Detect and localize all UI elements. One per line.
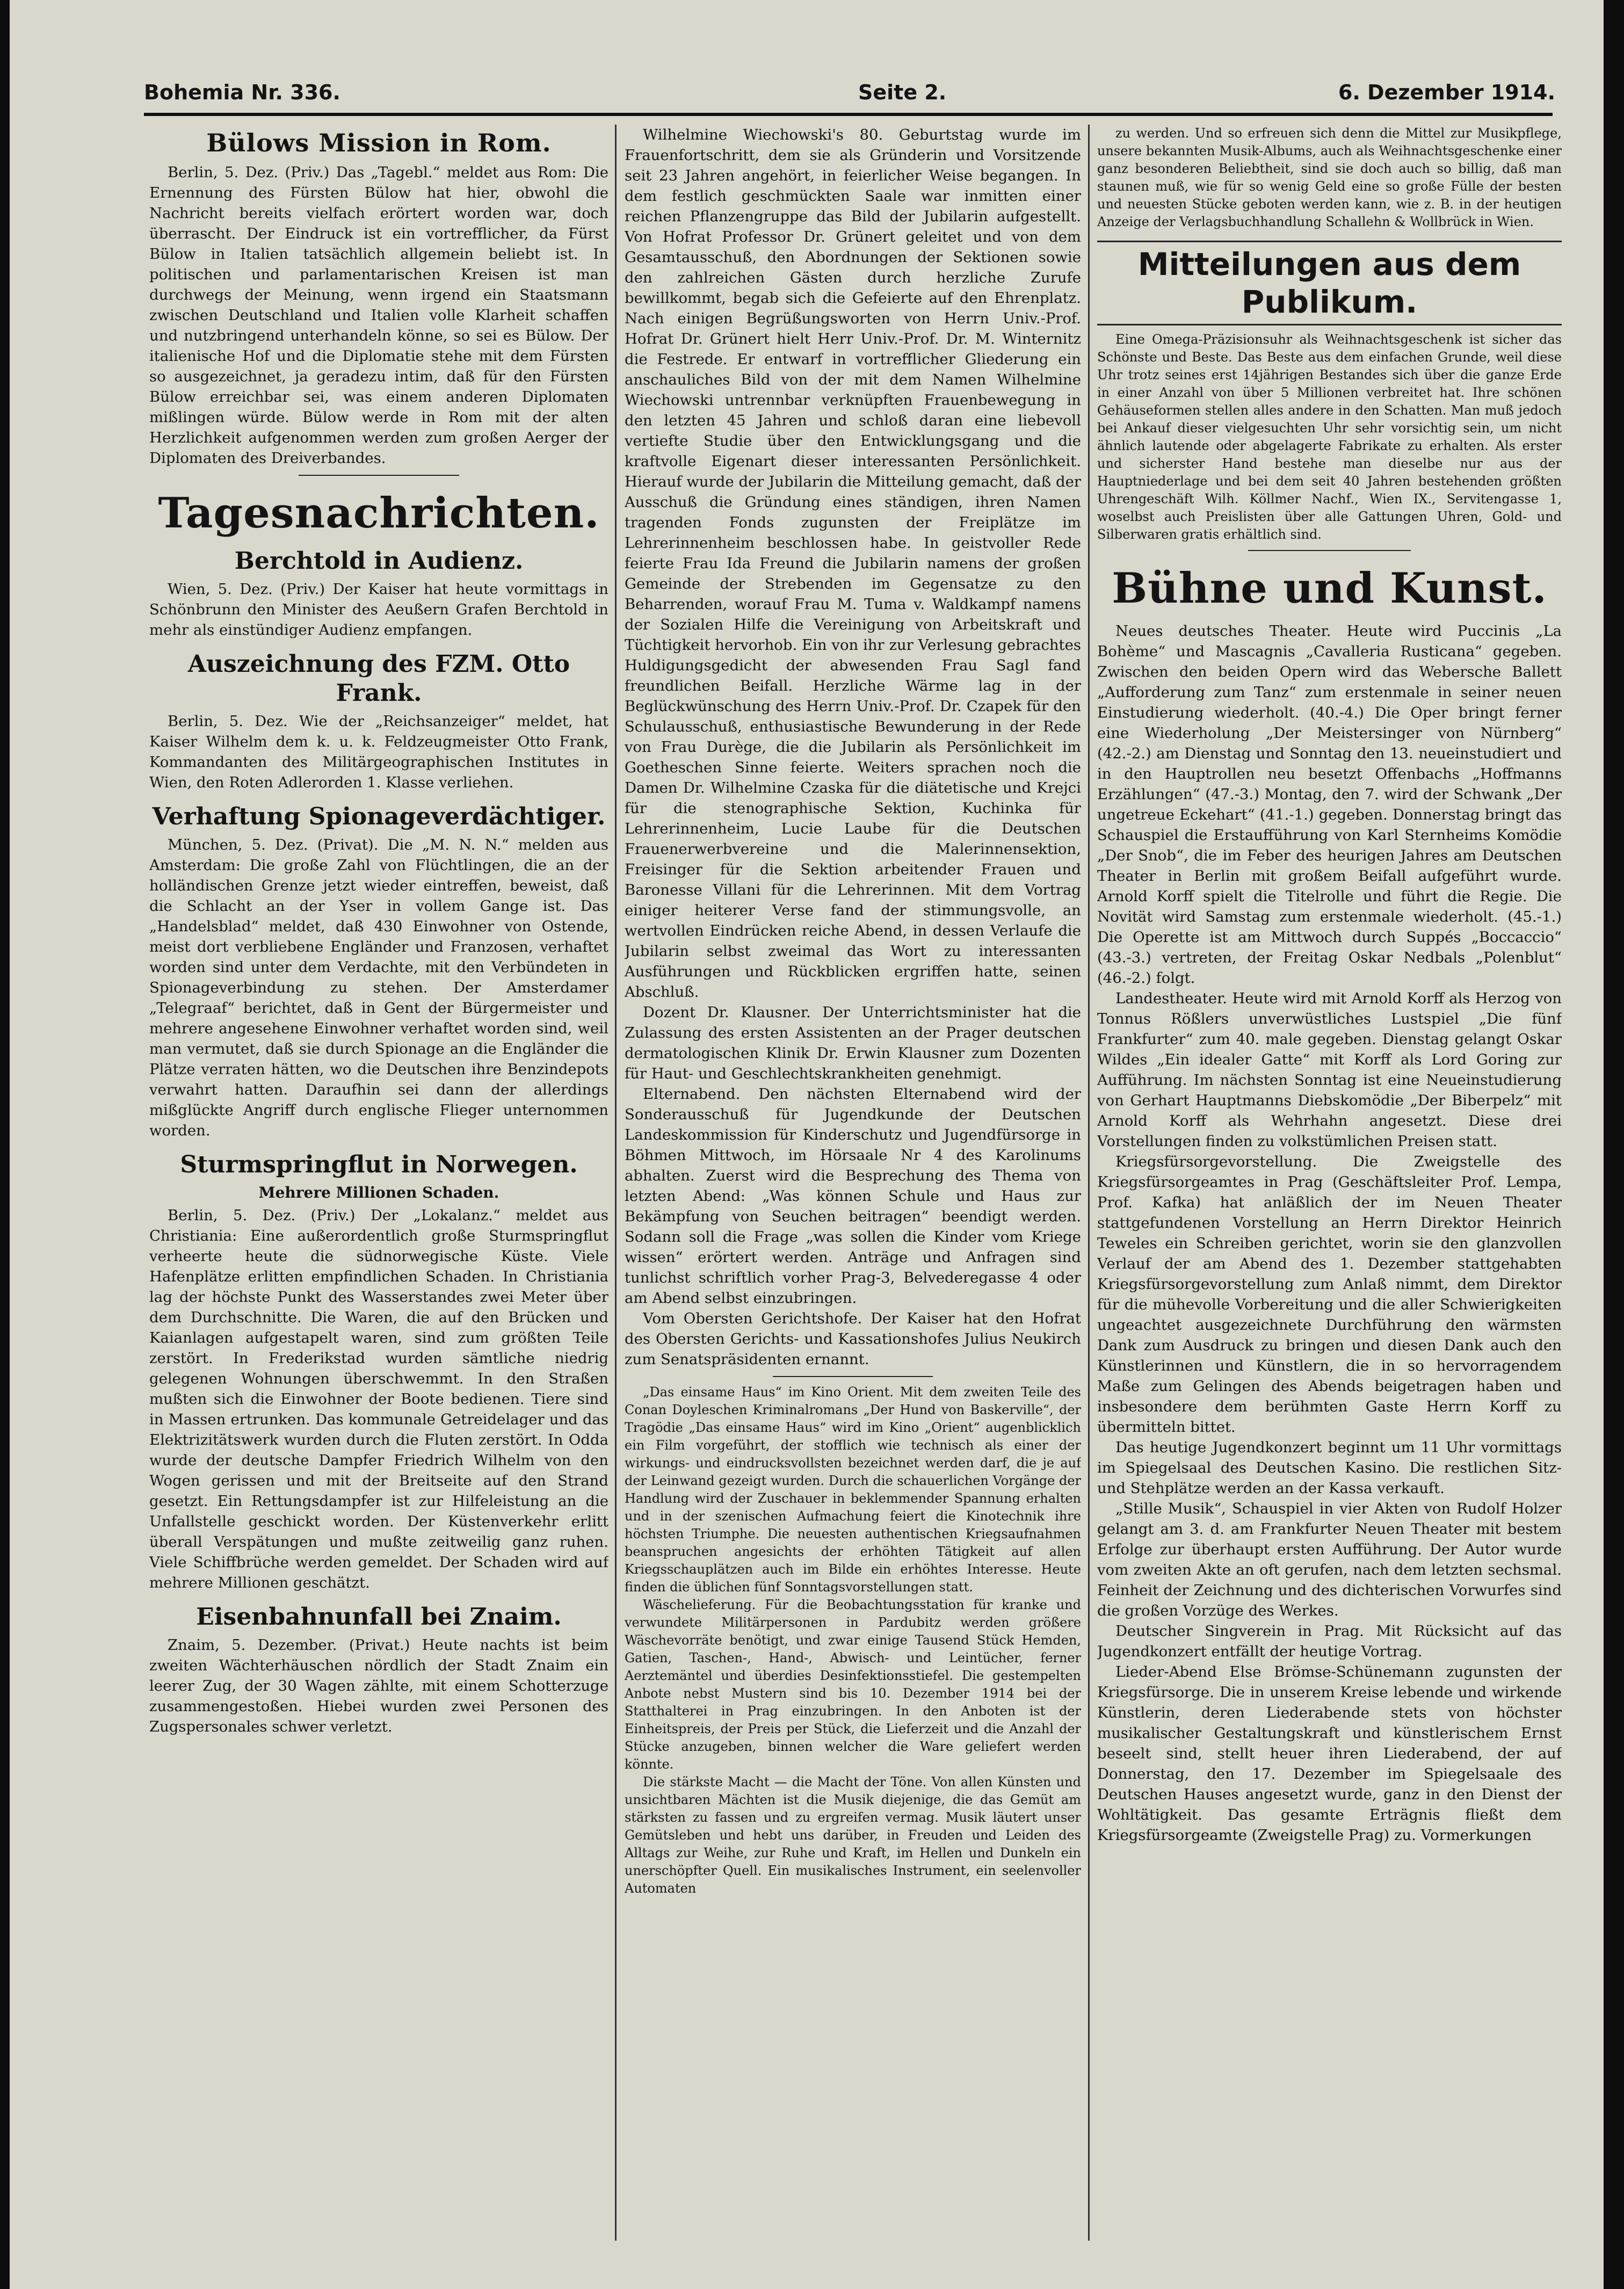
headline-berchtold: Berchtold in Audienz.: [234, 547, 524, 575]
article-liederabend: Lieder-Abend Else Brömse-Schünemann zugunsten der Kriegsfürsorge. Die in unserem Kreise lebende und wirkende Künstlerin, deren Liederabende stets von höchster musikalischer Gestaltungskraft und künstlerischem Ernst beseelt sind, stellt heuer ihren Liederabend, der auf Donnerstag, den 17. Dezember im Spiegelsaale des Deutschen Hauses angesetzt wurde, ganz in den Dienst der Wohltätigkeit. Das gesamte Erträgnis fließt dem Kriegsfürsorgeamte (Zweigstelle Prag) zu. Vormerkungen: [1097, 1663, 1562, 1844]
small-print-top: [1097, 125, 1562, 231]
headline-spionage: Verhaftung Spionageverdächtiger.: [152, 803, 606, 830]
section-title-buehne: Bühne und Kunst.: [1112, 564, 1547, 613]
article-spionage: München, 5. Dez. (Privat). Die „M. N. N.“ melden aus Amsterdam: Die große Zahl von Flüchtlingen, die an der holländischen Grenze jetzt wieder eintreffen, beweist, daß die Schlacht an der Yser in vollem Gange ist. Das „Handelsblad“ meldet, daß 430 Einwohner von Ostende, meist dort verbliebene Engländer und Franzosen, verhaftet worden sind unter dem Verdachte, mit den Verbündeten in Spionageverbindung zu stehen. Der Amsterdamer „Telegraaf“ berichtet, daß in Gent der Bürgermeister und mehrere angesehene Einwohner verhaftet worden sind, weil man vermutet, daß sie durch Spionage an die Engländer die Plätze verraten hätten, wo die Deutschen ihre Benzindepots verwahrt hatten. Daraufhin sei dann der allerdings mißglückte Angriff durch englische Flieger unternommen worden.: [149, 836, 608, 1139]
subheadline-sturmflut: Mehrere Millionen Schaden.: [258, 1184, 499, 1201]
article-musik-cont: zu werden. Und so erfreuen sich denn die Mittel zur Musikpflege, unsere bekannten Musik-Albums, auch als Weihnachtsgeschenke einer ganz besonderen Beliebtheit, sind sie doch auch so billig, daß man staunen muß, wie für so wenig Geld eine so große Fülle der besten und neuesten Stücke geboten werden kann, wie z. B. in der heutigen Anzeige der Verlagsbuchhandlung Schallehn & Wollbrück in Wien.: [1097, 126, 1562, 229]
article-kriegsfuersorge: Kriegsfürsorgevorstellung. Die Zweigstelle des Kriegsfürsorgeamtes in Prag (Geschäftsleiter Prof. Lempa, Prof. Kafka) hat anläßlich der im Neuen Theater stattgefundenen Vorstellung an Herrn Direktor Heinrich Teweles ein Schreiben gerichtet, worin sie den glanzvollen Verlauf der am Abend des 1. Dezember stattgehabten Kriegsfürsorgevorstellung zum Anlaß nimmt, dem Direktor für die mühevolle Vorbereitung und die aller Schwierigkeiten ungeachtet ausgezeichnete Durchführung den wärmsten Dank zum Ausdruck zu bringen und diesen Dank auch den Künstlerinnen und Künstlern, die in so hervorragendem Maße zum Gelingen des Abends beigetragen haben und insbesondere dem berühmten Gaste Herrn Korff zu übermitteln bittet.: [1097, 1153, 1562, 1436]
article-stille-musik: „Stille Musik“, Schauspiel in vier Akten von Rudolf Holzer gelangt am 3. d. am Frankfurter Neuen Theater mit bestem Erfolge zur überhaupt ersten Aufführung. Der Autor wurde vom zweiten Akte an oft gerufen, nach dem letzten sechsmal. Feinheit der Zeichnung und des dichterischen Vorwurfes sind die großen Vorzüge des Werkes.: [1097, 1500, 1562, 1619]
column-1: [149, 125, 608, 2257]
article-kino: „Das einsame Haus“ im Kino Orient. Mit dem zweiten Teile des Conan Doyleschen Kriminalromans „Der Hund von Baskerville“, der Tragödie „Das einsame Haus“ wird im Kino „Orient“ augenblicklich ein Film vorgeführt, der stofflich wie technisch als einer der wirkungs- und eindrucksvollsten bezeichnet werden darf, die je auf der Leinwand gezeigt wurden. Durch die schauerlichen Vorgänge der Handlung wird der Zuschauer in beklemmender Spannung erhalten und in der szenischen Aufmachung feiert die Kinotechnik ihre höchsten Triumphe. Die neuesten authentischen Kriegsaufnahmen beanspruchen angesichts der erhöhten Tätigkeit auf allen Kriegsschauplätzen auch im Bilde ein erhöhtes Interesse. Heute finden die üblichen fünf Sonntagsvorstellungen statt.: [625, 1385, 1081, 1595]
small-print-block: [625, 1383, 1081, 1897]
article-wiechowski: Wilhelmine Wiechowski's 80. Geburtstag wurde im Frauenfortschritt, dem sie als Gründerin und Vorsitzende seit 23 Jahren angehört, in feierlicher Weise begangen. In dem festlich geschmückten Saale war inmitten einer reichen Pflanzengruppe das Bild der Jubilarin aufgestellt. Von Hofrat Professor Dr. Grünert geleitet und von dem Gesamtausschuß, den Abordnungen der Sektionen sowie den zahlreichen Gästen durch herzliche Zurufe bewillkommt, begab sich die Gefeierte auf den Ehrenplatz. Nach einigen Begrüßungsworten von Herrn Univ.-Prof. Hofrat Dr. Grünert hielt Herr Univ.-Prof. Dr. M. Winternitz die Festrede. Er entwarf in vortrefflicher Gliederung ein anschauliches Bild von der mit dem Namen Wilhelmine Wiechowski untrennbar verknüpften Frauenbewegung in den letzten 45 Jahren und schloß daran eine liebevoll vertiefte Studie über den Entwicklungsgang und die kraftvolle Eigenart dieser interessanten Persönlichkeit. Hierauf wurde der Jubilarin die Mitteilung gemacht, daß der Ausschuß die Gründung eines ständigen, ihren Namen tragenden Fonds zugunsten der Freiplätze im Lehrerinnenheim beschlossen habe. In geistvoller Rede feierte Frau Ida Freund die Jubilarin namens der großen Gemeinde der Strebenden im Gegensatze zu den Beharrenden, worauf Frau M. Tuma v. Waldkampf namens der Sozialen Hilfe die Vereinigung von Arbeitskraft und Tüchtigkeit hervorhob. Ein von ihr zur Verlesung gebrachtes Huldigungsgedicht der abwesenden Frau Sagl fand freundlichen Beifall. Herzliche Wärme lag in der Beglückwünschung des Herrn Univ.-Prof. Dr. Czapek für den Schulausschuß, enthusiastische Bewunderung in der Rede von Frau Durège, die die Jubilarin als Persönlichkeit im Goetheschen Sinne feierte. Weiters sprachen noch die Damen Dr. Wilhelmine Czaska für die diätetische und Krejci für die stenographische Sektion, Kuchinka für Lehrerinnenheim, Lucie Laube für die Deutschen Frauenerwerbvereine und die Malerinnensektion, Freisinger für die Sektion arbeitender Frauen und Baronesse Villani für die Lehrerinnen. Mit dem Vortrag einiger heiterer Verse fand der stimmungsvolle, an wertvollen Eindrücken reiche Abend, in dessen Verlaufe die Jubilarin selbst zweimal das Wort zu interessanten Ausführungen und Rückblicken ergriffen hatte, seinen Abschluß.: [625, 126, 1081, 1001]
article-sturmflut: Berlin, 5. Dez. (Priv.) Der „Lokalanz.“ meldet aus Christiania: Eine außerordentlich große Sturmspringflut verheerte heute die südnorwegische Küste. Viele Hafenplätze erlitten empfindlichen Schaden. In Christiania lag der höchste Punkt des Wasserstandes zwei Meter über dem Durchschnitte. Die Waren, die auf den Brücken und Kaianlagen aufgestapelt waren, sind zum größten Teile zerstört. In Frederikstad wurden sämtliche niedrig gelegenen Wohnungen überschwemmt. In den Straßen mußten sich die Einwohner der Boote bedienen. Tiere sind in Massen ertrunken. Das kommunale Getreidelager und das Elektrizitätswerk wurden durch die Fluten zerstört. In Odda wurde der deutsche Dampfer Friedrich Wilhelm von den Wogen gerissen und mit der Breitseite auf den Strand gesetzt. Ein Rettungsdampfer ist zur Hilfeleistung an die Unfallstelle geschickt worden. Der Küstenverkehr erlitt überall Verspätungen und mußte zeitweilig ganz ruhen. Viele Schiffbrüche werden gemeldet. Der Schaden wird auf mehrere Millionen geschätzt.: [149, 1207, 608, 1591]
article-klausner: Dozent Dr. Klausner. Der Unterrichtsminister hat die Zulassung des ersten Assistenten an der Prager deutschen dermatologischen Klinik Dr. Erwin Klausner zum Dozenten für Haut- und Geschlechtskrankheiten genehmigt.: [625, 1004, 1081, 1082]
headline-znaim: Eisenbahnunfall bei Znaim.: [196, 1603, 562, 1631]
article-buelow: Berlin, 5. Dez. (Priv.) Das „Tagebl.“ meldet aus Rom: Die Ernennung des Fürsten Bülow hat hier, obwohl die Nachricht bereits vielfach erörtert worden war, doch überrascht. Der Eindruck ist ein vortrefflicher, da Fürst Bülow in Italien tatsächlich allgemein beliebt ist. In politischen und parlamentarischen Kreisen ist man durchwegs der Meinung, wenn irgend ein Staatsmann zwischen Deutschland und Italien volle Klarheit schaffen und nutzbringend unterhandeln könne, so sei es Bülow. Der italienische Hof und die Diplomatie stehe mit dem Fürsten so ausgezeichnet, ja geradezu intim, daß für den Fürsten Bülow erreichbar sei, was einem anderen Diplomaten mißlingen würde. Bülow werde in Rom mit der alten Herzlichkeit aufgenommen werden zum großen Aerger der Diplomaten des Dreiverbandes.: [149, 164, 608, 467]
issue-number: Bohemia Nr. 336.: [144, 81, 340, 104]
article-neues-theater: Neues deutsches Theater. Heute wird Puccinis „La Bohème“ und Mascagnis „Cavalleria Rusticana“ gegeben. Zwischen den beiden Opern wird das Webersche Ballett „Aufforderung zum Tanz“ zum erstenmale in seiner neuen Einstudierung wiederholt. (40.-4.) Die Oper bringt ferner eine Wiederholung „Der Meistersinger von Nürnberg“ (42.-2.) am Dienstag und Sonntag den 13. neueinstudiert und in den Hauptrollen neu besetzt Offenbachs „Hoffmanns Erzählungen“ (47.-3.) Montag, den 7. wird der Schwank „Der ungetreue Eckehart“ (41.-1.) gegeben. Donnerstag bringt das Schauspiel die Erstaufführung von Karl Sternheims Komödie „Der Snob“, die im Feber des heurigen Jahres am Deutschen Theater in Berlin mit großem Beifall aufgeführt wurde. Arnold Korff spielt die Titelrolle und führt die Regie. Die Novität wird Samstag zum erstenmale wiederholt. (45.-1.) Die Operette ist am Mittwoch durch Suppés „Boccaccio“ (43.-3.) vertreten, der Freitag Oskar Nedbals „Polenblut“ (46.-2.) folgt.: [1097, 622, 1562, 987]
article-elternabend: Elternabend. Den nächsten Elternabend wird der Sonderausschuß für Jugendkunde der Deutschen Landeskommission für Kinderschutz und Jugendfürsorge in Böhmen Mittwoch, im Hörsaale Nr 4 des Karolinums abhalten. Zuerst wird die Besprechung des Thema von letzten Abend: „Was können Schule und Haus zur Bekämpfung von Seuchen beitragen“ beendigt werden. Sodann soll die Frage „was sollen die Kinder vom Kriege wissen“ erörtert werden. Anträge und Anfragen sind tunlichst schriftlich vorher Prag-3, Belvederegasse 4 oder am Abend selbst einzubringen.: [625, 1085, 1081, 1307]
column-3: [1097, 125, 1562, 2257]
issue-date: 6. Dezember 1914.: [1338, 81, 1555, 104]
section-title-publikum: Mitteilungen aus dem Publikum.: [1097, 241, 1562, 325]
separator: [299, 475, 459, 476]
headline-sturmflut: Sturmspringflut in Norwegen.: [180, 1151, 578, 1178]
page-number: Seite 2.: [858, 81, 947, 104]
page-header: [144, 81, 1555, 113]
article-musik: Die stärkste Macht — die Macht der Töne. Von allen Künsten und unsichtbaren Mächten ist die Musik diejenige, die das Gemüt am stärksten zu fassen und zu ergreifen vermag. Musik läutert unser Gemütsleben und hebt uns darüber, in Freuden und Leiden des Alltags zur Weihe, zur Ruhe und Kraft, im Hellen und Dunkeln ein unerschöpfter Quell. Ein musikalisches Instrument, ein seelenvoller Automaten: [625, 1774, 1081, 1896]
small-print-omega: [1097, 331, 1562, 544]
section-title-tagesnachrichten: Tagesnachrichten.: [158, 489, 600, 538]
article-znaim: Znaim, 5. Dezember. (Privat.) Heute nachts ist beim zweiten Wächterhäuschen nördlich der Stadt Znaim ein leerer Zug, der 30 Wagen zählte, mit einem Schotterzuge zusammengestoßen. Hiebei wurden zwei Personen des Zugspersonales schwer verletzt.: [149, 1636, 608, 1735]
column-divider-2: [1088, 125, 1090, 2241]
article-omega: Eine Omega-Präzisionsuhr als Weihnachtsgeschenk ist sicher das Schönste und Beste. Das Beste aus dem einfachen Grunde, weil diese Uhr trotz seines erst 14jährigen Bestandes sich über die ganze Erde in einer Anzahl von über 5 Millionen verbreitet hat. Ihre schönen Gehäuseformen stellen alles andere in den Schatten. Man muß jedoch bei Ankauf dieser vielgesuchten Uhr sehr vorsichtig sein, um nicht ähnlich lautende oder abgelagerte Fabrikate zu erhalten. Als erster und sicherster Hand bestehe man dieselbe nur aus der Hauptniederlage und bei dem seit 40 Jahren bestehenden größten Uhrengeschäft Wilh. Köllmer Nachf., Wien IX., Servitengasse 1, woselbst auch Preislisten über alle Gattungen Uhren, Gold- und Silberwaren gratis erhältlich sind.: [1097, 332, 1562, 542]
separator: [1248, 550, 1411, 551]
article-singverein: Deutscher Singverein in Prag. Mit Rücksicht auf das Jugendkonzert entfällt der heutige Vortrag.: [1097, 1622, 1562, 1660]
article-berchtold: Wien, 5. Dez. (Priv.) Der Kaiser hat heute vormittags in Schönbrunn den Minister des Aeußern Grafen Berchtold in mehr als einstündiger Audienz empfangen.: [149, 581, 608, 639]
column-2: [625, 125, 1081, 2257]
article-waesche: Wäschelieferung. Für die Beobachtungsstation für kranke und verwundete Militärpersonen in Pardubitz werden größere Wäschevorräte benötigt, und zwar einige Tausend Stück Hemden, Gatien, Taschen-, Hand-, Abwisch- und Leintücher, ferner Aerztemäntel und überdies Desinfektionsstiefel. Die gestempelten Anbote nebst Mustern sind bis 10. Dezember 1914 bei der Statthalterei in Prag einzubringen. In den Anboten ist der Einheitspreis, der Preis per Stück, die Lieferzeit und die Anzahl der Stücke anzugeben, binnen welcher die Ware geliefert werden könnte.: [625, 1597, 1081, 1772]
headline-buelow: Bülows Mission in Rom.: [206, 128, 552, 157]
article-gerichtshof: Vom Obersten Gerichtshofe. Der Kaiser hat den Hofrat des Obersten Gerichts- und Kassationshofes Julius Neukirch zum Senatspräsidenten ernannt.: [625, 1310, 1081, 1368]
article-landestheater: Landestheater. Heute wird mit Arnold Korff als Herzog von Tonnus Rößlers unverwüstliches Lustspiel „Die fünf Frankfurter“ zum 40. male gegeben. Dienstag gelangt Oskar Wildes „Ein idealer Gatte“ mit Korff als Lord Goring zur Aufführung. Im nächsten Sonntag ist eine Neueinstudierung von Gerhart Hauptmanns Diebskomödie „Der Biberpelz“ mit Arnold Korff als Wehrhahn angesetzt. Diese drei Vorstellungen finden zu volkstümlichen Preisen statt.: [1097, 990, 1562, 1150]
newspaper-page: [10, 0, 1604, 2289]
article-jugendkonzert: Das heutige Jugendkonzert beginnt um 11 Uhr vormittags im Spiegelsaal des Deutschen Kasino. Die restlichen Sitz- und Stehplätze werden an der Kassa verkauft.: [1097, 1439, 1562, 1497]
article-frank: Berlin, 5. Dez. Wie der „Reichsanzeiger“ meldet, hat Kaiser Wilhelm dem k. u. k. Feldzeugmeister Otto Frank, Kommandanten des Militärgeographischen Institutes in Wien, den Roten Adlerorden 1. Klasse verliehen.: [149, 713, 608, 791]
header-rule: [144, 113, 1553, 116]
headline-frank: Auszeichnung des FZM. Otto Frank.: [187, 650, 570, 707]
separator: [773, 1376, 933, 1377]
column-divider-1: [615, 125, 617, 2241]
